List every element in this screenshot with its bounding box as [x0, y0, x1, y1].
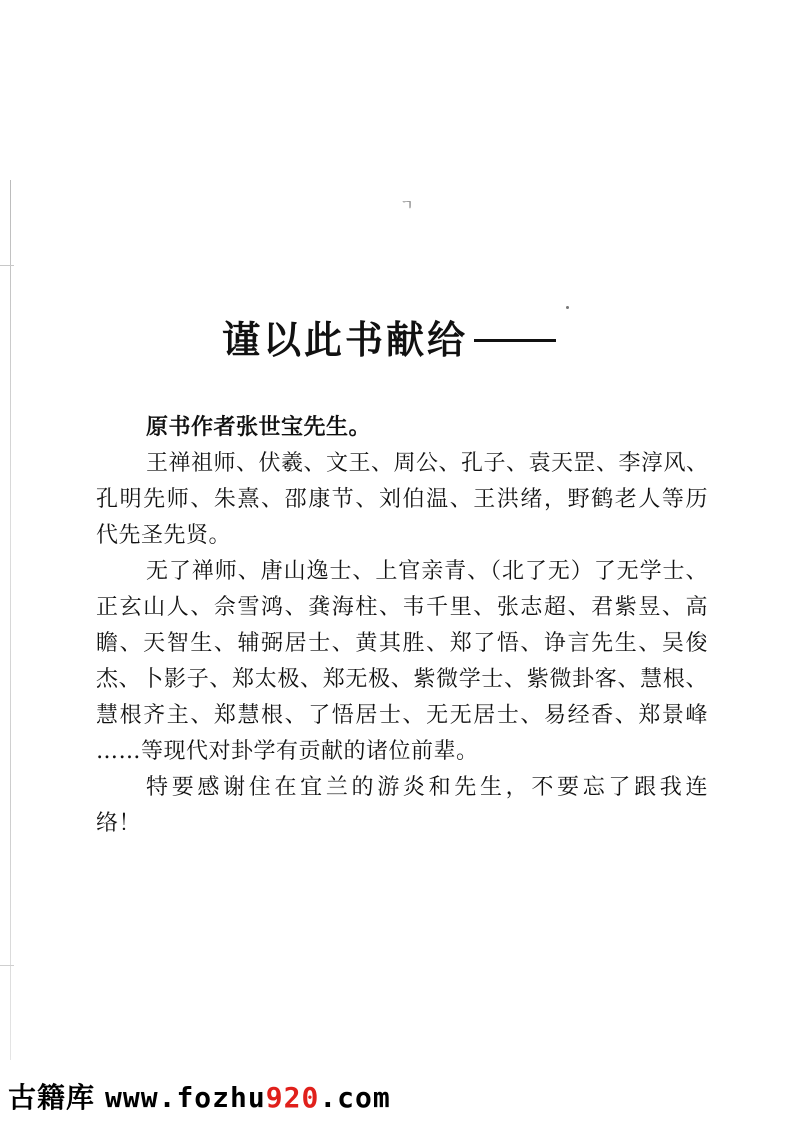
dedication-line: 慧根齐主、郑慧根、了悟居士、无无居士、易经香、郑景峰 — [96, 703, 708, 728]
dedication-line: 无了禅师、唐山逸士、上官亲青、（北了无）了无学士、 — [146, 559, 708, 584]
dedication-line: 王禅祖师、伏羲、文王、周公、孔子、袁天罡、李淳风、 — [146, 451, 709, 476]
dedication-heading-text: 谨以此书献给 — [222, 318, 469, 362]
dedication-line: 杰、卜影子、郑太极、郑无极、紫微学士、紫微卦客、慧根、 — [96, 667, 708, 692]
dedication-line: 代先圣先贤。 — [96, 523, 232, 548]
dedication-line: 瞻、天智生、辅弼居士、黄其胜、郑了悟、诤言先生、吴俊 — [96, 631, 708, 656]
dedication-line: 孔明先师、朱熹、邵康节、刘伯温、王洪绪，野鹤老人等历 — [96, 487, 708, 512]
site-watermark — [8, 1076, 391, 1116]
watermark-url-suffix: .com — [319, 1081, 391, 1114]
watermark-site-name: 古籍库 — [8, 1081, 96, 1114]
dedication-line: 特要感谢住在宜兰的游炎和先生，不要忘了跟我连 — [146, 775, 708, 800]
dedication-heading — [222, 318, 556, 362]
watermark-url-number: 920 — [265, 1081, 320, 1114]
watermark-url-prefix: www.fozhu — [105, 1081, 266, 1114]
scan-dot — [566, 306, 569, 309]
dedication-line: 正玄山人、佘雪鸿、龚海柱、韦千里、张志超、君紫昱、高 — [96, 595, 708, 620]
heading-dash — [474, 339, 556, 342]
dedication-line: 络！ — [96, 811, 142, 836]
dedication-line: ……等现代对卦学有贡献的诸位前辈。 — [96, 739, 479, 764]
scan-edge-line — [10, 180, 11, 1060]
dedication-line: 原书作者张世宝先生。 — [146, 415, 372, 440]
scan-mark: ㄱ — [400, 198, 414, 214]
dedication-body — [96, 410, 708, 842]
scan-edge-tick — [0, 965, 14, 966]
scan-edge-tick — [0, 265, 14, 266]
